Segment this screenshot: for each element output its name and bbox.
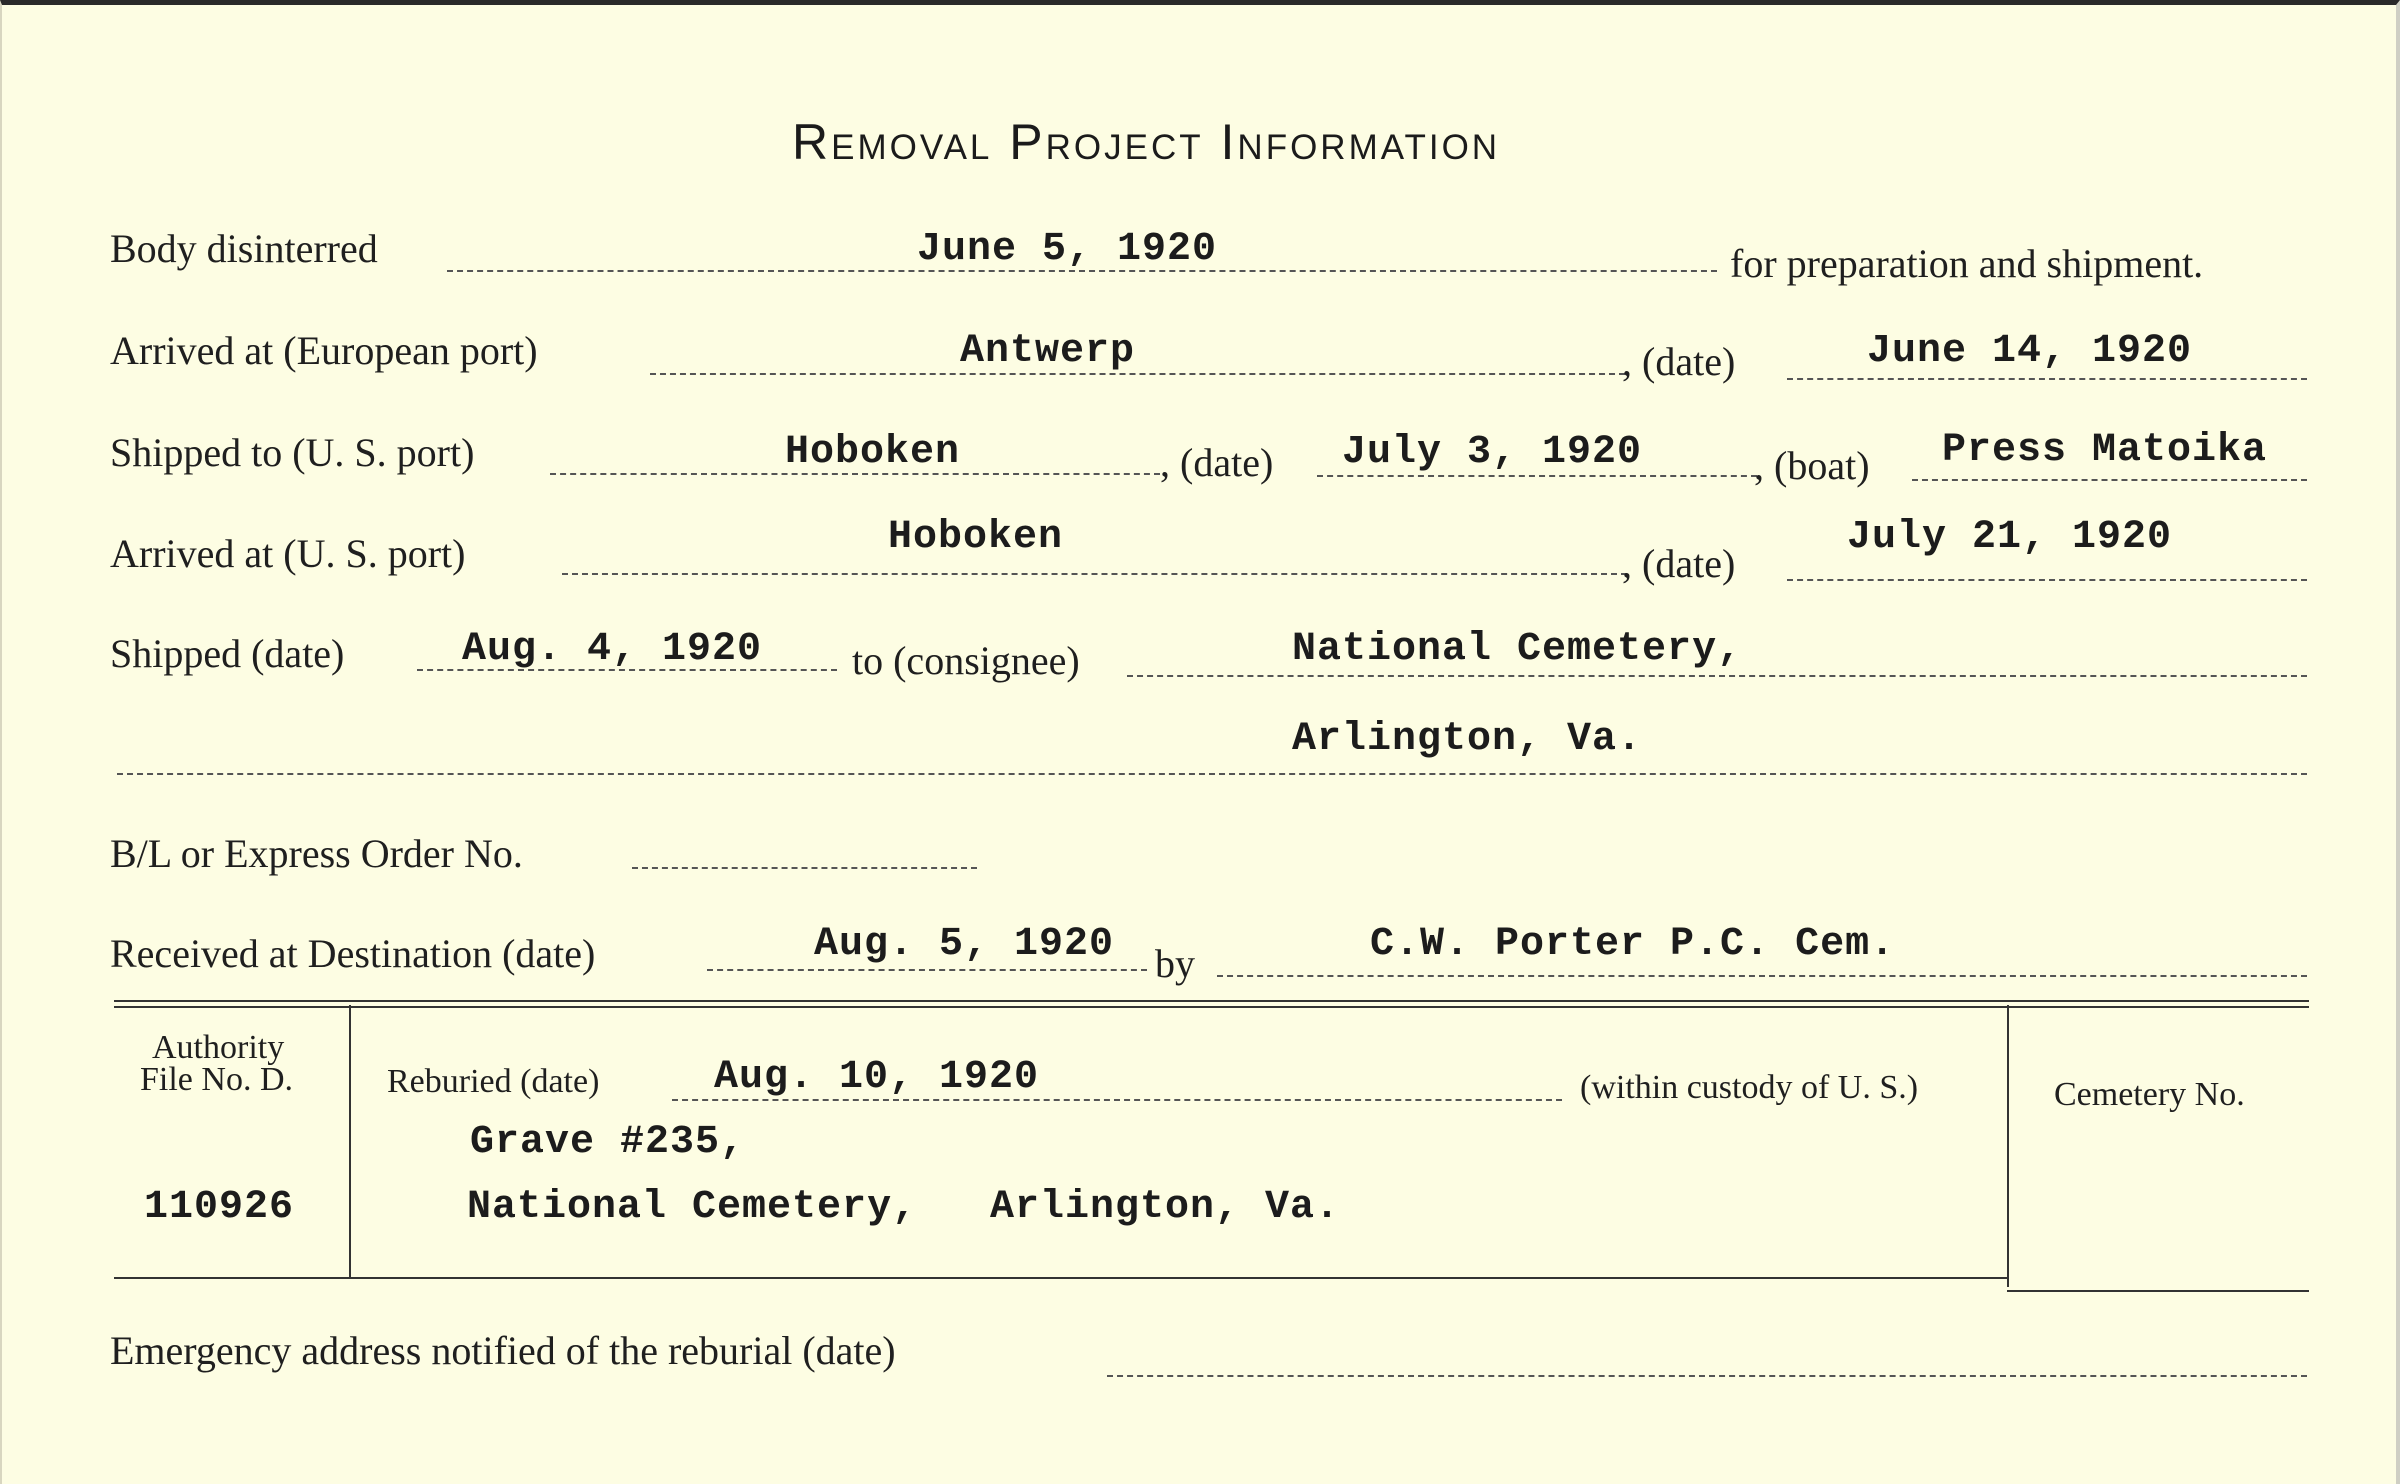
boat-label: , (boat)	[1754, 443, 1870, 488]
box-right-divider	[2007, 1005, 2009, 1287]
us-port-shipped-date-label: , (date)	[1160, 440, 1274, 485]
consignee-value-line1: National Cemetery,	[1292, 627, 1743, 672]
received-by-label: by	[1155, 941, 1195, 986]
authority-label-line2: File No. D.	[140, 1061, 293, 1098]
reburied-date-value: Aug. 10, 1920	[714, 1055, 1040, 1100]
european-port-value: Antwerp	[960, 329, 1136, 374]
body-disinterred-label: Body disinterred	[110, 226, 378, 271]
european-port-date-value: June 14, 1920	[1867, 329, 2193, 374]
authority-file-value: 110926	[144, 1185, 295, 1230]
body-disinterred-value: June 5, 1920	[917, 227, 1218, 272]
received-by-value: C.W. Porter P.C. Cem.	[1370, 922, 1896, 967]
bl-express-line	[632, 867, 977, 869]
box-bottom-border	[114, 1277, 2009, 1279]
preparation-shipment-label: for preparation and shipment.	[1730, 241, 2204, 286]
european-port-date-label: , (date)	[1622, 339, 1736, 384]
reburied-date-label: Reburied (date)	[387, 1063, 600, 1100]
us-port-shipped-label: Shipped to (U. S. port)	[110, 430, 475, 475]
received-date-value: Aug. 5, 1920	[814, 922, 1115, 967]
consignee-continuation-line	[117, 773, 2307, 775]
box-left-divider	[349, 1005, 351, 1277]
european-port-date-line	[1787, 378, 2307, 380]
cemetery-number-label: Cemetery No.	[2054, 1076, 2245, 1113]
box-bottom-border-right	[2007, 1290, 2309, 1292]
custody-label: (within custody of U. S.)	[1580, 1069, 1919, 1106]
grave-value: Grave #235,	[470, 1120, 746, 1165]
us-port-arrived-date-label: , (date)	[1622, 541, 1736, 586]
received-date-label: Received at Destination (date)	[110, 931, 596, 976]
consignee-label: to (consignee)	[852, 638, 1080, 683]
reburial-cemetery-value: National Cemetery,	[467, 1185, 918, 1230]
received-date-line	[707, 969, 1147, 971]
box-top-border	[114, 1000, 2309, 1008]
boat-value: Press Matoika	[1942, 428, 2268, 473]
authority-label-line1: Authority	[152, 1029, 285, 1066]
us-port-arrived-line	[562, 573, 1627, 575]
european-port-line	[650, 373, 1625, 375]
received-by-line	[1217, 975, 2307, 977]
emergency-address-label: Emergency address notified of the reburial (date)	[110, 1328, 896, 1373]
consignee-line	[1127, 675, 2307, 677]
emergency-address-line	[1107, 1375, 2307, 1377]
reburial-location-value: Arlington, Va.	[990, 1185, 1341, 1230]
shipped-date-label: Shipped (date)	[110, 631, 345, 676]
us-port-shipped-value: Hoboken	[785, 430, 961, 475]
us-port-arrived-value: Hoboken	[888, 515, 1064, 560]
shipped-date-value: Aug. 4, 1920	[462, 627, 763, 672]
bl-express-label: B/L or Express Order No.	[110, 831, 523, 876]
us-port-shipped-date-line	[1317, 475, 1757, 477]
us-port-arrived-date-value: July 21, 1920	[1847, 515, 2173, 560]
us-port-arrived-label: Arrived at (U. S. port)	[110, 531, 466, 576]
consignee-value-line2: Arlington, Va.	[1292, 717, 1643, 762]
us-port-arrived-date-line	[1787, 579, 2307, 581]
page-title: Removal Project Information	[792, 114, 1501, 170]
european-port-label: Arrived at (European port)	[110, 328, 538, 373]
boat-line	[1912, 479, 2307, 481]
us-port-shipped-date-value: July 3, 1920	[1342, 430, 1643, 475]
